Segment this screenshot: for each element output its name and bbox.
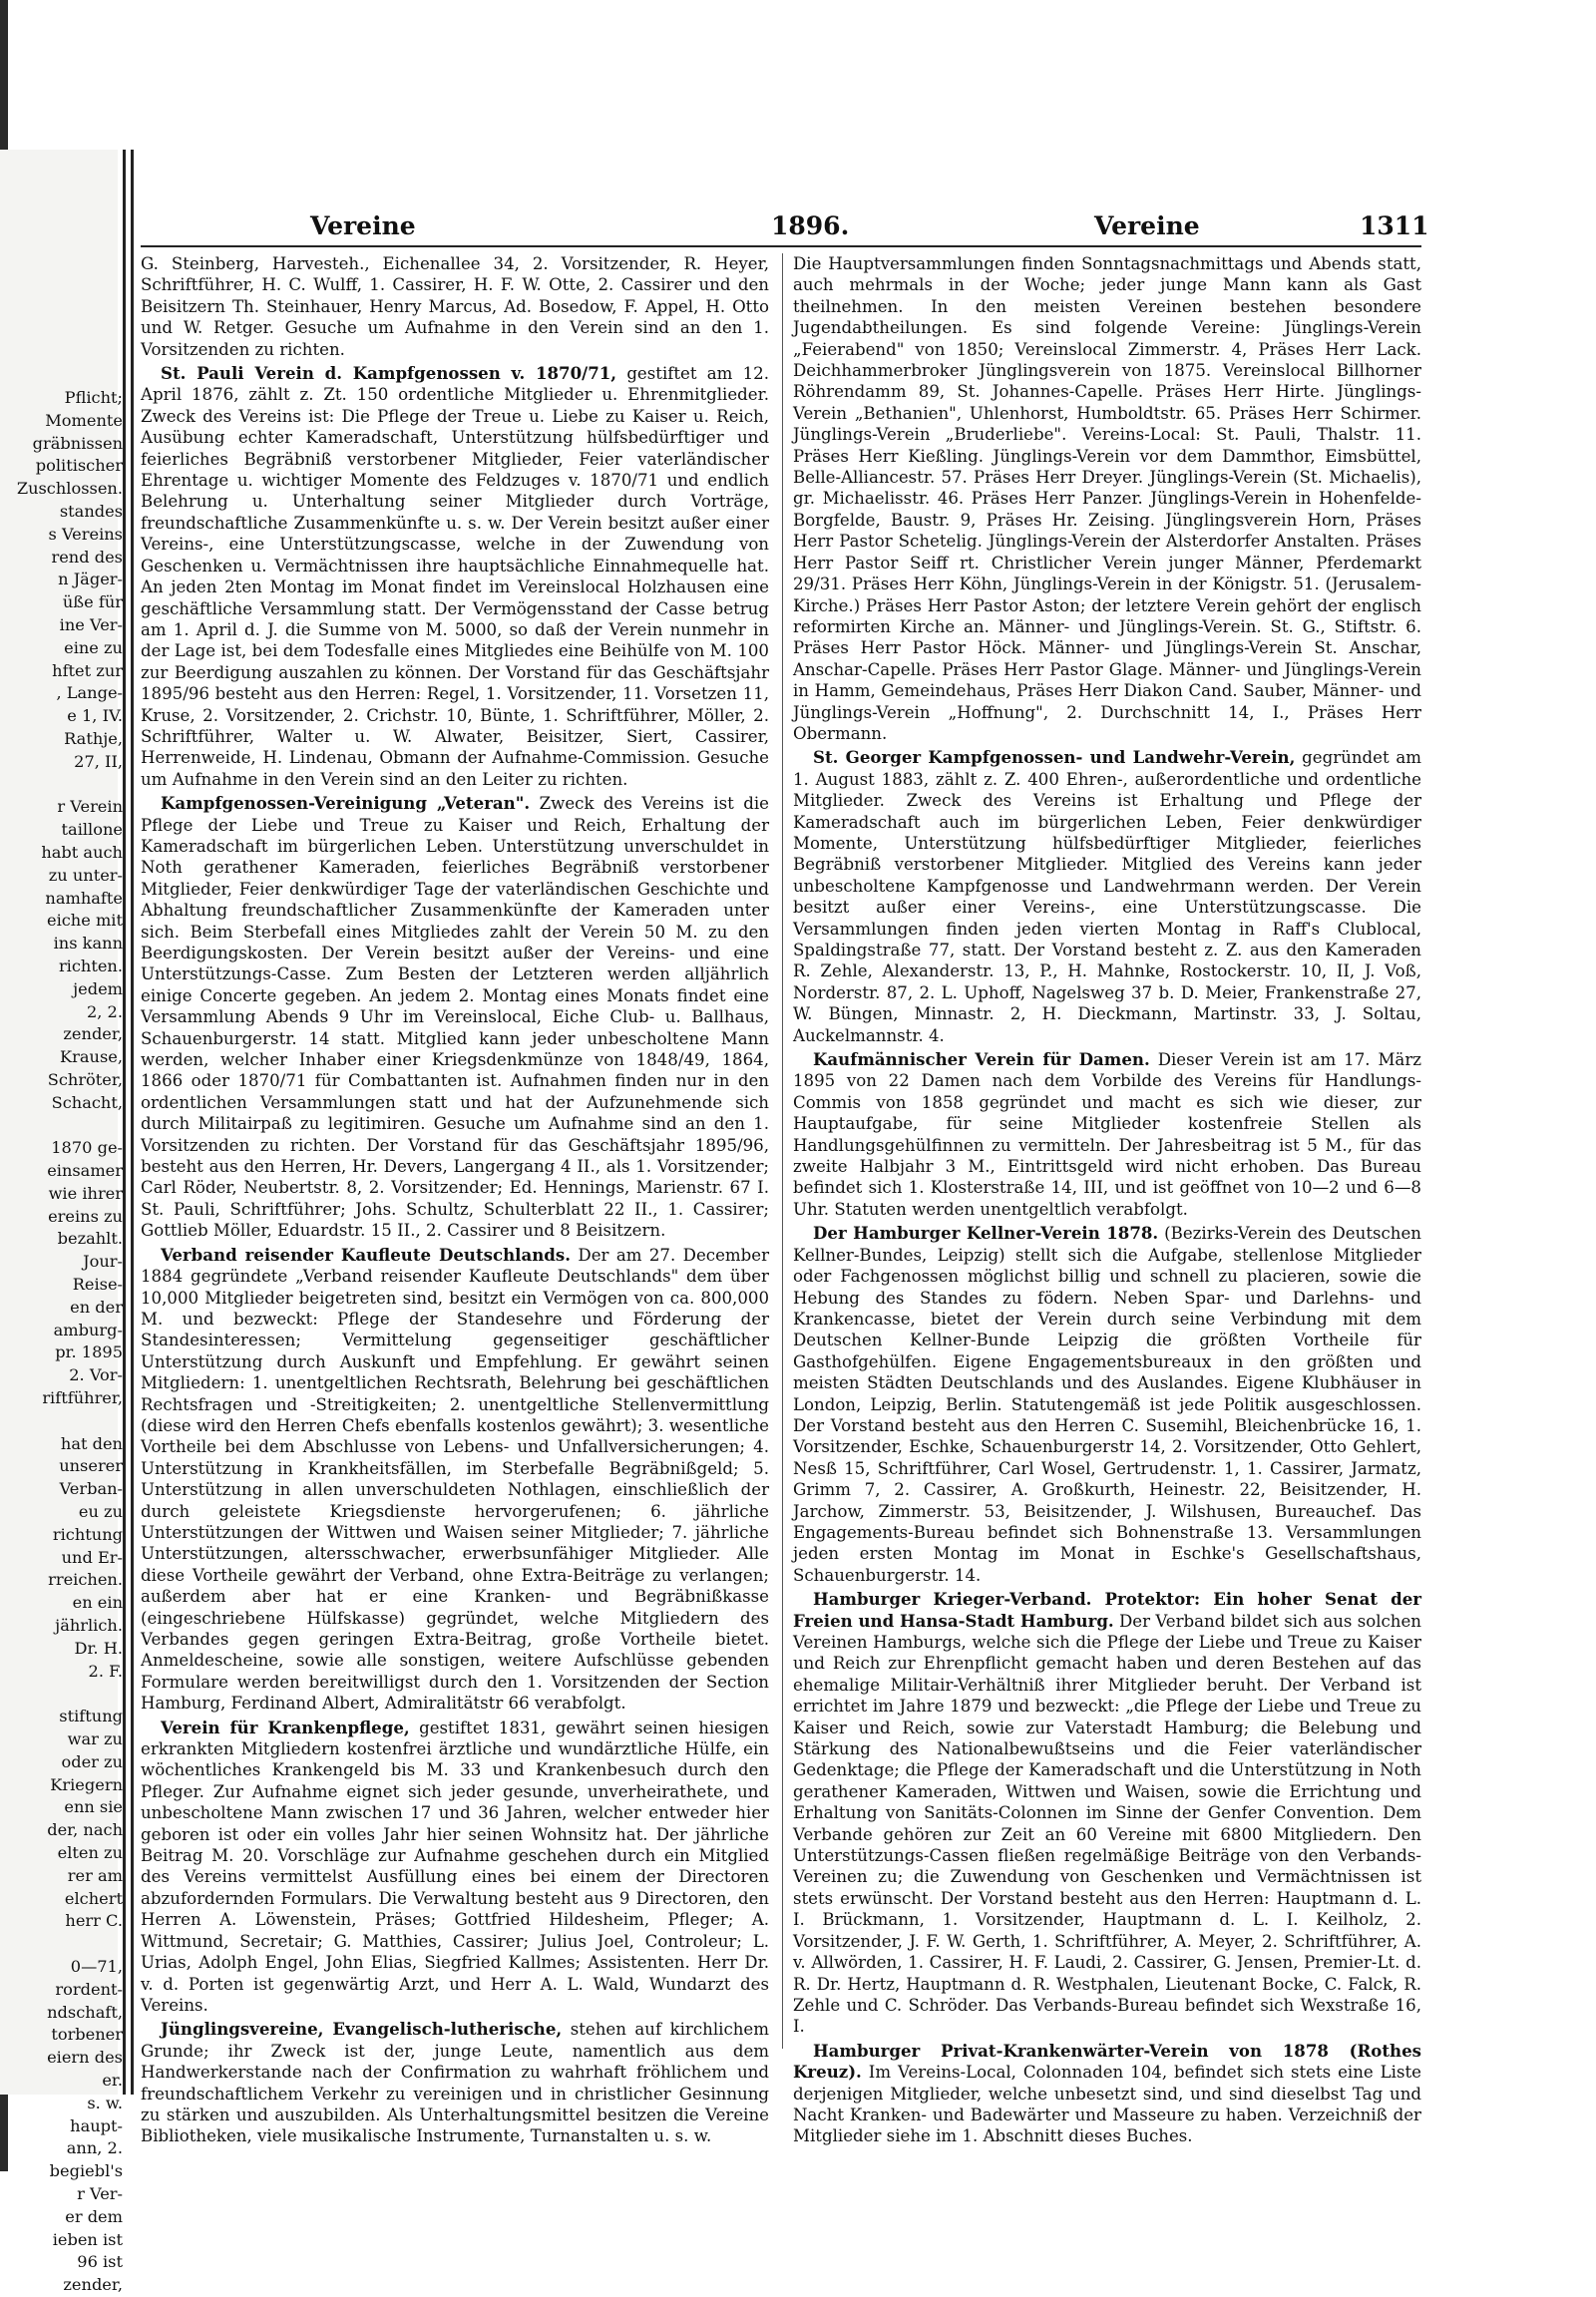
margin-line: e 1, IV. — [67, 706, 123, 726]
article-entry — [793, 1049, 1421, 1220]
article-body: Dieser Verein ist am 17. März 1895 von 22 Damen nach dem Vorbilde des Vereins für Handlungs-Commis von 1858 gegründet und macht es sich wie dieser, zur Hauptaufgabe, für seine Mitglieder kostenfreie Stellen als Handlungsgehülfinnen zu vermitteln. Der Jahresbeitrag ist 5 M., für das zweite Halbjahr 3 M., Eintrittsgeld wird nicht erhoben. Das Bureau befindet sich 1. Klosterstraße 14, III, und ist geöffnet von 10—2 und 6—8 Uhr. Statuten werden unentgeltlich verabfolgt. — [793, 1050, 1421, 1219]
previous-page-text — [8, 387, 123, 2297]
margin-line: 2. Vor- — [69, 1365, 123, 1385]
article-entry — [141, 253, 769, 360]
article-entry — [141, 363, 769, 790]
article-entry — [141, 1245, 769, 1715]
margin-line: ins kann — [53, 934, 123, 954]
margin-line: richten. — [58, 956, 123, 975]
article-title: Jünglingsvereine, Evangelisch-lutherische, — [161, 2019, 563, 2040]
margin-line: jedem — [73, 978, 123, 998]
margin-line: rreichen. — [48, 1570, 123, 1590]
right-column — [793, 253, 1421, 2150]
margin-line: r Verein — [57, 797, 123, 817]
document-page — [141, 209, 1429, 2146]
margin-line: Schacht, — [51, 1092, 123, 1112]
margin-line: haupt- — [70, 2115, 123, 2135]
article-body: gestiftet am 12. April 1876, zählt z. Zt. 150 ordentliche Mitglieder u. Ehrenmitglieder. Zweck des Vereins ist: Die Pflege der Treue u. Liebe zu Kaiser u. Reich, Ausübung echter Kameradschaft, Unterstützung hülfsbedürftiger und feierliches Begräbniß verstorbener Mitglieder, Feier vaterländischer Ehrentage u. wichtiger Momente des Feldzuges v. 1870/71 und endlich Belehrung u. Unterhaltung seiner Mitglieder durch Vorträge, freundschaftliche Zusammenkünfte u. s. w. Der Verein besitzt außer einer Vereins-, eine Unterstützungscasse, welche in der Zuwendung von Geschenken u. Vermächtnissen ihre hauptsächliche Einnahmequelle hat. An jeden 2ten Montag im Monat findet im Vereinslocal Holzhausen eine geschäftliche Versammlung statt. Der Vermögensstand der Casse betrug am 1. April d. J. die Summe von M. 5000, so daß der Verein nunmehr in der Lage ist, bei dem Todesfalle eines Mitgliedes eine Beihülfe von M. 100 zur Beerdigung auszahlen zu können. Der Vorstand für das Geschäftsjahr 1895/96 besteht aus den Herren: Regel, 1. Vorsitzender, 11. Vorsetzen 11, Kruse, 2. Vorsitzender, 2. Crichstr. 10, Bünte, 1. Schriftführer, Möller, 2. Schriftführer, Walter u. W. Alwater, Beisitzer, Siert, Cassirer, Herrenweide, H. Lindenau, Obmann der Aufnahme-Commission. Gesuche um Aufnahme in den Verein sind an den Leiter zu richten. — [141, 364, 769, 789]
margin-line: war zu — [67, 1729, 123, 1749]
margin-line: Zuschlossen. — [16, 479, 123, 499]
margin-line: rend des — [51, 547, 123, 567]
margin-line — [8, 1683, 123, 1706]
margin-line: er. — [102, 2070, 123, 2090]
margin-line: 2. F. — [88, 1661, 123, 1681]
article-title: Verband reisender Kaufleute Deutschlands. — [161, 1244, 571, 1265]
margin-line: standes — [59, 501, 123, 521]
margin-line: enn sie — [64, 1797, 123, 1817]
article-entry — [141, 2019, 769, 2146]
article-body: G. Steinberg, Harvesteh., Eichenallee 34, 2. Vorsitzender, R. Heyer, Schriftführer, H. C. Wulff, 1. Cassirer, H. F. W. Otte, 2. Cassirer und den Beisitzern Th. Steinhauer, Henry Marcus, Ad. Bosedow, F. Appel, H. Otto und W. Retger. Gesuche um Aufnahme in den Verein sind an den 1. Vorsitzenden zu richten. — [141, 254, 769, 359]
margin-line: begiebl's — [49, 2161, 123, 2181]
margin-line: amburg- — [53, 1320, 123, 1340]
margin-line — [8, 774, 123, 797]
article-entry — [793, 1223, 1421, 1586]
left-column — [141, 253, 769, 2150]
article-title: Kampfgenossen-Vereinigung „Veteran". — [161, 793, 531, 814]
margin-line: en ein — [72, 1593, 123, 1613]
margin-line: Kriegern — [50, 1774, 123, 1794]
article-body: Der Verband bildet sich aus solchen Vereinen Hamburgs, welche sich die Pflege der Liebe und Treue zu Kaiser und Reich zur Ehrenpflicht gemacht haben und deren Bestehen auf das ehemalige Militair-Verhältniß ihrer Mitglieder beruht. Der Verband ist errichtet im Jahre 1879 und bezweckt: „die Pflege der Liebe und Treue zu Kaiser und Reich, sowie zur Vaterstadt Hamburg; die Belebung und Stärkung des Nationalbewußtseins und die Feier vaterländischer Gedenktage; die Pflege der Kameradschaft und die Unterstützung in Noth gerathener Kameraden, Wittwen und Waisen, sowie die Errichtung und Erhaltung von Sanitäts-Colonnen im Sinne der Genfer Convention. Dem Verbande gehören zur Zeit an 60 Vereine mit 6800 Mitgliedern. Den Unterstützungs-Cassen fließen regelmäßige Beiträge von den Verbands-Vereinen zu; die Zuwendung von Geschenken und Vermächtnissen ist stets erwünscht. Der Vorstand besteht aus den Herren: Hauptmann d. L. I. Brückmann, 1. Vorsitzender, Hauptmann d. L. I. Keilholz, 2. Vorsitzender, J. F. W. Gerth, 1. Schriftführer, A. Meyer, 2. Schriftführer, A. v. Allwörden, 1. Cassirer, H. F. Laudi, 2. Cassirer, G. Jensen, Premier-Lt. d. R. Dr. Hertz, Hauptmann d. R. Westphalen, Lieutenant Bocke, C. Falck, R. Zehle und C. Schröder. Das Verbands-Bureau befindet sich Wexstraße 16, I. — [793, 1611, 1421, 2037]
margin-line — [8, 1933, 123, 1956]
margin-line: herr C. — [65, 1911, 123, 1931]
article-entry — [793, 2041, 1421, 2147]
article-body: Zweck des Vereins ist die Pflege der Liebe und Treue zu Kaiser und Reich, Erhaltung der Kameradschaft im bürgerlichen Leben. Unterstützung unverschuldet in Noth gerathener Kameraden, feierliches Begräbniß verstorbener Mitglieder, Feier denkwürdiger Tage der vaterländischen Geschichte und Abhaltung freundschaftlicher Zusammenkünfte der Kameraden unter sich. Beim Sterbefall eines Mitgliedes zahlt der Verein 50 M. zu den Beerdigungskosten. Der Verein besitzt außer der Vereins- und eine Unterstützungs-Casse. Zum Besten der Letzteren werden alljährlich einige Concerte gegeben. An jedem 2. Montag eines Monats findet eine Versammlung Abends 9 Uhr im Vereinslocal, Eiche Club- u. Ballhaus, Schauenburgerstr. 14 statt. Mitglied kann jeder unbescholtene Mann werden, welcher Inhaber einer Kriegsdenkmünze von 1848/49, 1864, 1866 oder 1870/71 für Combattanten ist. Aufnahmen finden nur in den ordentlichen Versammlungen statt und hat der Aufzunehmende sich durch Militairpaß zu legitimiren. Gesuche um Aufnahme sind an den 1. Vorsitzenden zu richten. Der Vorstand für das Geschäftsjahr 1895/96, besteht aus den Herren, Hr. Devers, Langergang 4 II., als 1. Vorsitzender; Carl Röder, Neubertstr. 8, 2. Vorsitzender; Ed. Hennings, Marienstr. 67 I. St. Pauli, Schriftführer; Johs. Schultz, Schulterblatt 22 II., 1. Cassirer; Gottlieb Möller, Eduardstr. 15 II., 2. Cassirer und 8 Beisitzern. — [141, 794, 770, 1241]
margin-line: Jour- — [83, 1252, 123, 1272]
article-title: St. Georger Kampfgenossen- und Landwehr-Verein, — [813, 747, 1296, 768]
margin-line: Krause, — [60, 1047, 123, 1067]
article-title: Kaufmännischer Verein für Damen. — [813, 1049, 1150, 1070]
margin-line: wie ihrer — [48, 1183, 123, 1203]
margin-line: richtung — [52, 1524, 123, 1544]
margin-line: Schröter, — [47, 1069, 123, 1089]
margin-line: en der — [70, 1297, 123, 1317]
margin-line: unserer — [59, 1456, 123, 1476]
header-right-title: Vereine — [1094, 211, 1200, 240]
article-entry — [793, 747, 1421, 1046]
margin-line: ann, 2. — [66, 2138, 123, 2158]
article-body: Im Vereins-Local, Colonnaden 104, befindet sich stets eine Liste derjenigen Mitglieder, welche unbesetzt sind, und sind dieselbst Tag und Nacht Kranken- und Badewärter und Masseure zu haben. Verzeichniß der Mitglieder siehe im 1. Abschnitt dieses Buches. — [793, 2063, 1421, 2146]
margin-line — [8, 1115, 123, 1138]
article-body: Die Hauptversammlungen finden Sonntagsnachmittags und Abends statt, auch mehrmals in der Woche; jeder junge Mann kann als Gast theilnehmen. In den meisten Vereinen bestehen besondere Jugendabtheilungen. Es sind folgende Vereine: Jünglings-Verein „Feierabend" von 1850; Vereinslocal Zimmerstr. 4, Präses Herr Lack. Deichhammerbroker Jünglingsverein von 1875. Vereinslocal Billhorner Röhrendamm 89, St. Johannes-Capelle. Präses Herr Hirte. Jünglings-Verein „Bethanien", Uhlenhorst, Humboldtstr. 65. Präses Herr Schirmer. Jünglings-Verein „Bruderliebe". Vereins-Local: St. Pauli, Thalstr. 11. Präses Herr Kießling. Jünglings-Verein vor dem Dammthor, Eimsbüttel, Belle-Alliancestr. 57. Präses Herr Dreyer. Jünglings-Verein (St. Michaelis), gr. Michaelisstr. 46. Präses Herr Panzer. Jünglings-Verein in Hohenfelde-Borgfelde, Baustr. 9, Präses Hr. Zeising. Jünglingsverein Horn, Präses Herr Pastor Schetelig. Jünglings-Verein der Alsterdorfer Anstalten. Präses Herr Pastor Seiff rt. Christlicher Verein junger Männer, Pferdemarkt 29/31. Präses Herr Köhn, Jünglings-Verein in der Königstr. 51. (Jerusalem-Kirche.) Präses Herr Pastor Aston; der letztere Verein gehört der englisch reformirten Kirche an. Männer- und Jünglings-Verein. St. G., Stiftstr. 6. Präses Herr Pastor Höck. Männer- und Jünglings-Verein St. Anschar, Anschar-Capelle. Präses Herr Pastor Glage. Männer- und Jünglings-Verein in Hamm, Gemeindehaus, Präses Herr Diakon Cand. Sauber, Männer- und Jünglings-Verein „Hoffnung", 2. Durchschnitt 14, I., Präses Herr Obermann. — [793, 254, 1421, 743]
margin-line: ndschaft, — [47, 2002, 123, 2022]
header-rule — [141, 245, 1421, 247]
article-body: gestiftet 1831, gewährt seinen hiesigen erkrankten Mitgliedern kostenfrei ärztliche und wundärztliche Hülfe, ein wöchentliches Krankengeld bis M. 33 und Krankenbesuch durch den Pfleger. Zur Aufnahme eignet sich jeder gesunde, unverheirathete, und unbescholtene Mann zwischen 17 und 36 Jahren, welcher entweder hier geboren ist oder ein volles Jahr hier seinen Wohnsitz hat. Der jährliche Beitrag M. 20. Vorschläge zur Aufnahme geschehen durch ein Mitglied des Vereins vermittelst Ausfüllung eines bei einem der Directoren abzufordernden Formulars. Die Verwaltung besteht aus 9 Directoren, den Herren A. Löwenstein, Präses; Gottfried Hildesheim, Pfleger; A. Wittmund, Secretair; G. Matthies, Cassirer; Julius Joel, Controleur; L. Urias, Adolph Engel, John Elias, Siegfried Kallmes; Assistenten. Herr Dr. v. d. Porten ist gegenwärtig Arzt, und Herr A. L. Wald, Wundarzt des Vereins. — [141, 1718, 769, 2015]
article-title: Hamburger Krieger-Verband. Protektor: Ein hoher Senat der Freien und Hansa-Stadt Hamburg. — [793, 1589, 1421, 1631]
margin-line: ieben ist — [52, 2229, 123, 2249]
header-year: 1896. — [771, 211, 850, 240]
article-body: gegründet am 1. August 1883, zählt z. Z. 400 Ehren-, außerordentliche und ordentliche Mitglieder. Zweck des Vereins ist Erhaltung und Pflege der Kameradschaft auch im bürgerlichen Leben, Feier denkwürdiger Momente, Unterstützung hülfsbedürftiger Mitglieder, feierliches Begräbniß verstorbener Mitglieder. Mitglied des Vereins kann jeder unbescholtene Kampfgenosse und Landwehrmann werden. Der Verein besitzt außer einer Vereins-, eine Unterstützungscasse. Die Versammlungen finden jeden vierten Montag in Raff's Clublocal, Spaldingstraße 77, statt. Der Vorstand besteht z. Z. aus den Kameraden R. Zehle, Alexanderstr. 13, P., H. Mahnke, Rostockerstr. 10, II, J. Voß, Norderstr. 87, 2. L. Uphoff, Nagelsweg 37 b. D. Meier, Frankenstraße 27, W. Büngen, Minnastr. 2, H. Dieckmann, Martinstr. 33, J. Soltau, Auckelmannstr. 4. — [793, 748, 1422, 1045]
article-title: Der Hamburger Kellner-Verein 1878. — [813, 1223, 1159, 1244]
margin-line: ine Ver- — [59, 614, 123, 634]
margin-line: rordent- — [55, 1979, 123, 1999]
column-divider — [782, 253, 783, 2049]
gutter-line-2 — [131, 150, 134, 2095]
margin-line: Verban- — [59, 1479, 123, 1499]
margin-line — [8, 1410, 123, 1433]
page-header — [141, 209, 1429, 243]
margin-line: eiche mit — [46, 911, 123, 931]
margin-line: zu unter- — [48, 865, 123, 885]
margin-line: Reise- — [72, 1275, 123, 1295]
margin-line: Pflicht; — [64, 388, 123, 407]
article-title: Verein für Krankenpflege, — [161, 1717, 410, 1737]
margin-line: Momente — [45, 410, 123, 430]
margin-line: eu zu — [78, 1502, 123, 1522]
margin-line: habt auch — [41, 842, 123, 862]
article-entry — [793, 253, 1421, 744]
article-title: St. Pauli Verein d. Kampfgenossen v. 1870/71, — [161, 363, 617, 384]
margin-line: zender, — [63, 1024, 123, 1044]
margin-line: üße für — [62, 592, 123, 612]
margin-line: rer am — [67, 1865, 123, 1885]
margin-line: 2, 2. — [86, 1001, 123, 1021]
margin-line: 96 ist — [77, 2252, 123, 2272]
margin-line: elchert — [64, 1888, 123, 1908]
margin-line: ereins zu — [48, 1206, 123, 1226]
margin-line: hftet zur — [52, 660, 123, 680]
margin-line: politischer — [35, 456, 123, 476]
margin-line: taillone — [61, 820, 123, 840]
article-entry — [141, 1718, 769, 2017]
margin-line: torbener — [51, 2025, 123, 2045]
page-number: 1311 — [1360, 211, 1429, 240]
margin-line: pr. 1895 — [55, 1342, 123, 1362]
margin-line: s. w. — [87, 2093, 123, 2112]
article-body: Der am 27. December 1884 gegründete „Verband reisender Kaufleute Deutschlands" dem über 10,000 Mitglieder beigetreten sind, besitzt ein Vermögen von ca. 800,000 M. und bezweckt: Pflege der Standesehre und Förderung der Standesinteressen; Vermittelung gegenseitiger geschäftlicher Unterstützung durch Auskunft und Empfehlung. Er gewährt seinen Mitgliedern: 1. unentgeltlichen Rechtsrath, Belehrung bei geschäftlichen Rechtsfragen und -Streitigkeiten; 2. unentgeltliche Stellenvermittlung (diese wird den Herren Chefs ebenfalls kostenlos gewährt); 3. wesentliche Vortheile bei dem Abschlusse von Lebens- und Unfallversicherungen; 4. Unterstützung in Krankheitsfällen, im Sterbefalle Begräbnißgeld; 5. Unterstützung in allen unverschuldeten Nothlagen, einschließlich der durch geleistete Kriegsdienste hervorgerufenen; 6. jährliche Unterstützungen der Wittwen und Waisen seiner Mitglieder; 7. jährliche Unterstützungen, altersschwacher, erwerbsunfähiger Mitglieder. Alle diese Vortheile gewährt der Verband, ohne Extra-Beiträge zu verlangen; außerdem aber hat er eine Kranken- und Begräbnißkasse (eingeschriebene Hülfskasse) gegründet, welche Mitgliedern des Verbandes gegen geringen Extra-Beitrag, große Vortheile bietet. Anmeldescheine, sowie alle sonstigen, weitere Aufschlüsse gebenden Formulare werden bereitwilligst durch den 1. Vorsitzenden der Section Hamburg, Ferdinand Albert, Admiralitätstr 66 verabfolgt. — [141, 1245, 770, 1714]
margin-line: Rathje, — [64, 728, 123, 748]
header-left-title: Vereine — [310, 211, 416, 240]
margin-line: eiern des — [47, 2048, 123, 2068]
margin-line: und Er- — [61, 1547, 123, 1567]
margin-line: s Vereins — [48, 524, 123, 544]
article-body: (Bezirks-Verein des Deutschen Kellner-Bundes, Leipzig) stellt sich die Aufgabe, stellenlose Mitglieder oder Fachgenossen möglichst billig und schnell zu placieren, sowie die Hebung des Standes zu födern. Neben Spar- und Darlehns- und Krankencasse, bietet der Verein durch seine Verbindung mit dem Deutschen Kellner-Bunde Leipzig die größten Vortheile für Gasthofgehülfen. Eigene Engagementsbureaux in den größten und meisten Städten Deutschlands und des Auslandes. Eigene Klubhäuser in London, Leipzig, Berlin. Statutengemäß ist jede Politik ausgeschlossen. Der Vorstand besteht aus den Herren C. Susemihl, Bleichenbrücke 16, 1. Vorsitzender, Eschke, Schauenburgerstr 14, 2. Vorsitzender, Otto Gehlert, Nesß 15, Schriftführer, Carl Wosel, Gertrudenstr. 1, 1. Cassirer, Jarmatz, Grimm 7, 2. Cassirer, A. Großkurth, Heinestr. 22, Beisitzender, H. Jarchow, Zimmerstr. 53, Beisitzender, J. Wilshusen, Bureauchef. Das Engagements-Bureau befindet sich Bohnenstraße 13. Versammlungen jeden ersten Montag im Monat in Eschke's Gesellschaftshaus, Schauenburgerstr. 14. — [793, 1224, 1421, 1585]
margin-line: eine zu — [64, 637, 123, 657]
margin-line: 27, II, — [74, 751, 123, 771]
margin-line: 1870 ge- — [51, 1138, 123, 1158]
article-entry — [141, 793, 769, 1242]
margin-line: oder zu — [61, 1751, 123, 1771]
margin-line: jährlich. — [55, 1616, 123, 1636]
article-body: stehen auf kirchlichem Grunde; ihr Zweck ist der, junge Leute, namentlich aus dem Handwerkerstande nach der Confirmation zu wahrhaft fröhlichem und freundschaftlichem Verkehr zu vereinigen und in christlicher Gesinnung zu stärken und auszubilden. Als Unterhaltungsmittel besitzen die Vereine Bibliotheken, viele musikalische Instrumente, Turnanstalten u. s. w. — [141, 2020, 769, 2146]
gutter-line-1 — [123, 150, 126, 2095]
margin-line: elten zu — [57, 1843, 123, 1862]
margin-line: 0—71, — [70, 1956, 123, 1976]
margin-line: zender, — [63, 2275, 123, 2295]
article-entry — [793, 1589, 1421, 2038]
article-title: Hamburger Privat-Krankenwärter-Verein von 1878 (Rothes Kreuz). — [793, 2040, 1421, 2083]
margin-line: gräbnissen — [32, 433, 123, 453]
margin-line: namhafte — [45, 888, 123, 908]
margin-line: n Jäger- — [58, 570, 123, 589]
margin-line: er dem — [65, 2206, 123, 2226]
margin-line: riftführer, — [42, 1388, 123, 1408]
margin-line: r Ver- — [77, 2183, 123, 2203]
margin-line: stiftung — [59, 1707, 123, 1726]
previous-page-fragment — [0, 150, 123, 2295]
margin-line: , Lange- — [56, 683, 123, 703]
margin-line: der, nach — [47, 1820, 123, 1840]
margin-line: Dr. H. — [74, 1638, 123, 1658]
margin-line: einsamer — [47, 1161, 123, 1181]
margin-line: hat den — [60, 1433, 123, 1453]
margin-line: bezahlt. — [57, 1229, 123, 1249]
